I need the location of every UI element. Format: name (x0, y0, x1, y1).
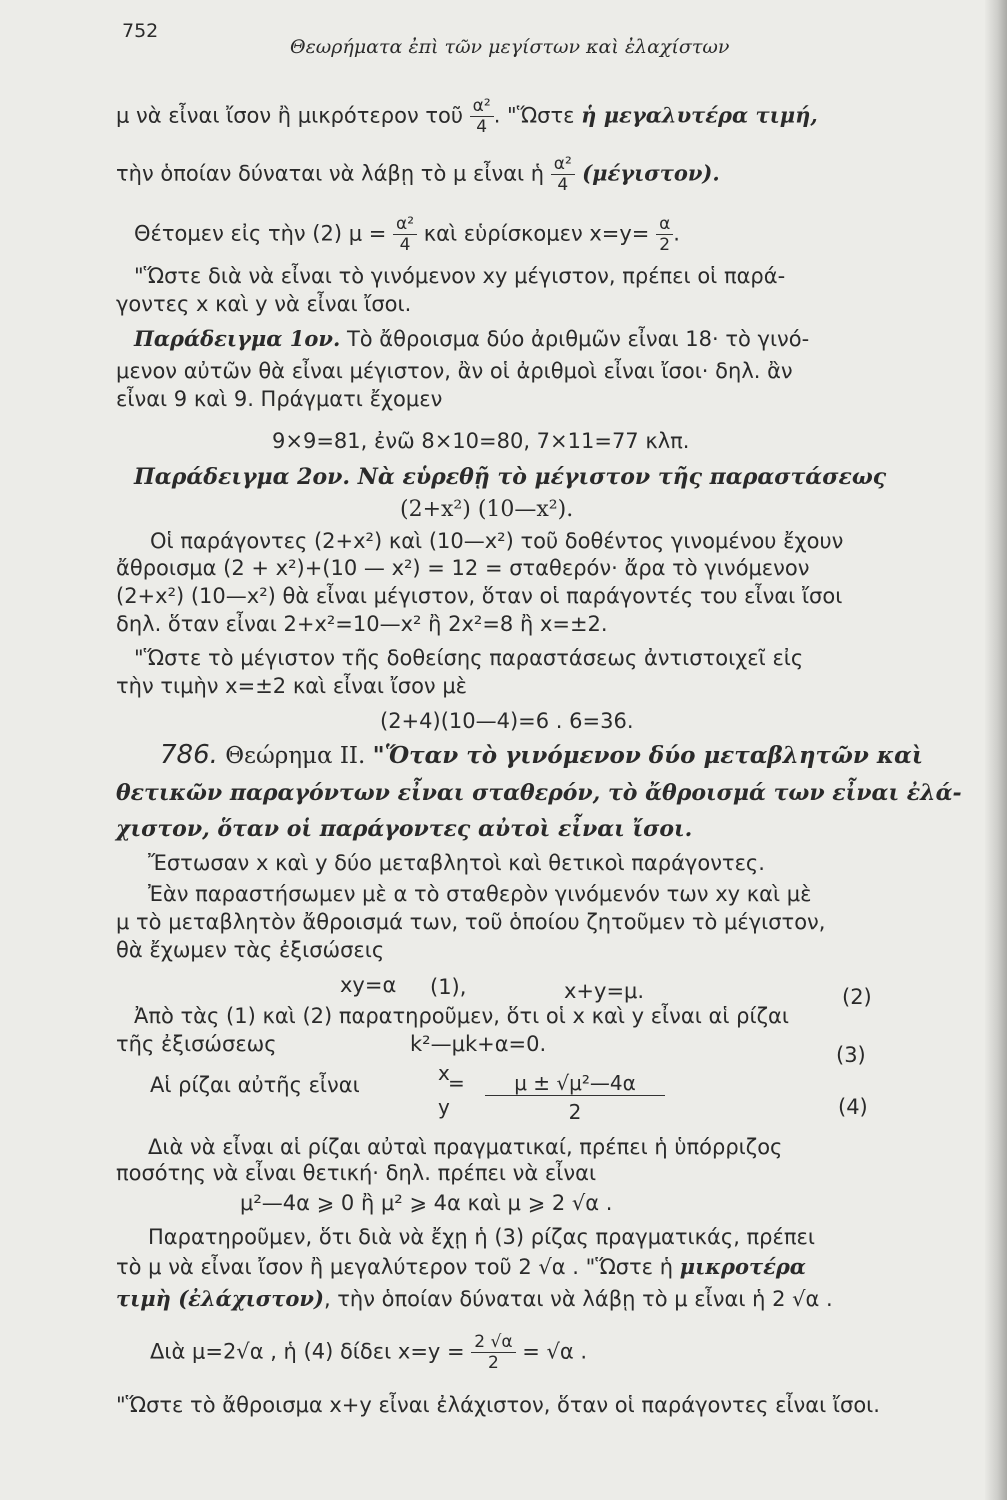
page-number: 752 (122, 20, 159, 42)
root-x: x (438, 1061, 450, 1085)
text-line-15: δηλ. ὅταν εἶναι 2+x²=10—x² ἢ 2x²=8 ἢ x=±2. (116, 612, 608, 636)
running-title: Θεωρήματα ἐπὶ τῶν μεγίστων καὶ ἐλαχίστων (290, 36, 730, 58)
text-line-27: Ἀπὸ τὰς (1) καὶ (2) παρατηροῦμεν, ὅτι οἱ x καὶ y εἶναι αἱ ρίζαι (134, 1004, 789, 1028)
text-line-5: γοντες x καὶ y νὰ εἶναι ἴσοι. (116, 292, 412, 316)
text-line-24: μ τὸ μεταβλητὸν ἄθροισμά των, τοῦ ὁποίου ζητοῦμεν τὸ μέγιστον, (116, 910, 826, 934)
page-edge-shadow (985, 0, 1007, 1500)
example-1-heading: Παράδειγμα 1ον. Τὸ ἄθροισμα δύο ἀριθμῶν εἶναι 18· τὸ γινό- (134, 326, 810, 351)
theorem-heading: 786. Θεώρημα II. "Ὅταν τὸ γινόμενον δύο μεταβλητῶν καὶ (160, 740, 923, 770)
inequality-line: μ²—4α ⩾ 0 ἢ μ² ⩾ 4α καὶ μ ⩾ 2 √α . (240, 1191, 613, 1215)
equation-4-number: (4) (838, 1095, 868, 1119)
root-numerator: μ ± √μ²—4α (485, 1071, 665, 1096)
example-2-heading: Παράδειγμα 2ον. Νὰ εὑρεθῇ τὸ μέγιστον τῆς παραστάσεως (134, 464, 887, 490)
text-line-1: μ νὰ εἶναι ἴσον ἢ μικρότερον τοῦ $\frac{\text{α²}}{4}$ . "Ὥστε ἡ μεγαλυτέρα τιμή, (116, 96, 818, 137)
text-line-4: "Ὥστε διὰ νὰ εἶναι τὸ γινόμενον xy μέγιστον, πρέπει οἱ παρά- (134, 264, 786, 288)
text-line-36: Διὰ μ=2√α , ἡ (4) δίδει x=y = $\frac{2 √\alpha}{2}$ = √α . (150, 1332, 588, 1373)
example-2-result: (2+4)(10—4)=6 . 6=36. (380, 709, 634, 733)
equation-1-number: (1), (430, 975, 467, 999)
text-line-31: ποσότης νὰ εἶναι θετική· δηλ. πρέπει νὰ εἶναι (116, 1161, 597, 1185)
root-y: y (438, 1095, 450, 1119)
text-line-17: τὴν τιμὴν x=±2 καὶ εἶναι ἴσον μὲ (116, 674, 468, 698)
text-line-2: τὴν ὁποίαν δύναται νὰ λάβῃ τὸ μ εἶναι ἡ $\frac{\text{α²}}{4}$ (μέγιστον). (116, 154, 720, 195)
text-line-8: εἶναι 9 καὶ 9. Πράγματι ἔχομεν (116, 387, 443, 411)
text-line-7: μενον αὐτῶν θὰ εἶναι μέγιστον, ἂν οἱ ἀριθμοὶ εἶναι ἴσοι· δηλ. ἂν (116, 359, 793, 383)
equation-1: xy=α (340, 973, 397, 997)
text-line-29: Αἱ ρίζαι αὐτῆς εἶναι (150, 1073, 360, 1097)
root-denominator: 2 (568, 1100, 582, 1124)
text-line-12: Οἱ παράγοντες (2+x²) καὶ (10—x²) τοῦ δοθέντος γινομένου ἔχουν (150, 529, 844, 553)
root-eq: = (448, 1071, 465, 1095)
text-line-34: τὸ μ νὰ εἶναι ἴσον ἢ μεγαλύτερον τοῦ 2 √α . "Ὥστε ἡ μικροτέρα (116, 1254, 806, 1279)
text-line-16: "Ὥστε τὸ μέγιστον τῆς δοθείσης παραστάσεως ἀντιστοιχεῖ εἰς (134, 646, 804, 670)
text-line-23: Ἐὰν παραστήσωμεν μὲ α τὸ σταθερὸν γινόμενόν των xy καὶ μὲ (148, 882, 812, 906)
example-1-equation: 9×9=81, ἐνῶ 8×10=80, 7×11=77 κλπ. (272, 429, 690, 453)
text-line-25: θὰ ἔχωμεν τὰς ἐξισώσεις (116, 938, 385, 962)
theorem-line-3: χιστον, ὅταν οἱ παράγοντες αὐτοὶ εἶναι ἴσοι. (116, 816, 693, 842)
text-line-37: "Ὥστε τὸ ἄθροισμα x+y εἶναι ἐλάχιστον, ὅταν οἱ παράγοντες εἶναι ἴσοι. (116, 1393, 880, 1417)
equation-3: k²—μk+α=0. (410, 1032, 547, 1056)
equation-2-number: (2) (842, 985, 872, 1009)
theorem-line-2: θετικῶν παραγόντων εἶναι σταθερόν, τὸ ἄθροισμά των εἶναι ἐλά- (116, 780, 962, 806)
text-line-3: Θέτομεν εἰς τὴν (2) μ = $\frac{\text{α²}}{4}$ καὶ εὑρίσκομεν x=y= $\frac{\alpha}{2}$ . (134, 214, 680, 255)
text-line-22: Ἔστωσαν x καὶ y δύο μεταβλητοὶ καὶ θετικοὶ παράγοντες. (148, 851, 765, 875)
equation-2: x+y=μ. (564, 979, 645, 1003)
text-line-28: τῆς ἐξισώσεως (116, 1032, 277, 1056)
text-line-35: τιμὴ (ἐλάχιστον), τὴν ὁποίαν δύναται νὰ λάβῃ τὸ μ εἶναι ἡ 2 √α . (116, 1286, 833, 1311)
text-line-13: ἄθροισμα (2 + x²)+(10 — x²) = 12 = σταθερόν· ἄρα τὸ γινόμενον (116, 556, 810, 580)
text-line-33: Παρατηροῦμεν, ὅτι διὰ νὰ ἔχῃ ἡ (3) ρίζας πραγματικάς, πρέπει (148, 1225, 815, 1249)
equation-3-number: (3) (836, 1043, 866, 1067)
text-line-30: Διὰ νὰ εἶναι αἱ ρίζαι αὐταὶ πραγματικαί, πρέπει ἡ ὑπόρριζος (148, 1135, 783, 1159)
example-2-expression: (2+x²) (10—x²). (400, 497, 574, 522)
text-line-14: (2+x²) (10—x²) θὰ εἶναι μέγιστον, ὅταν οἱ παράγοντές του εἶναι ἴσοι (116, 584, 843, 608)
